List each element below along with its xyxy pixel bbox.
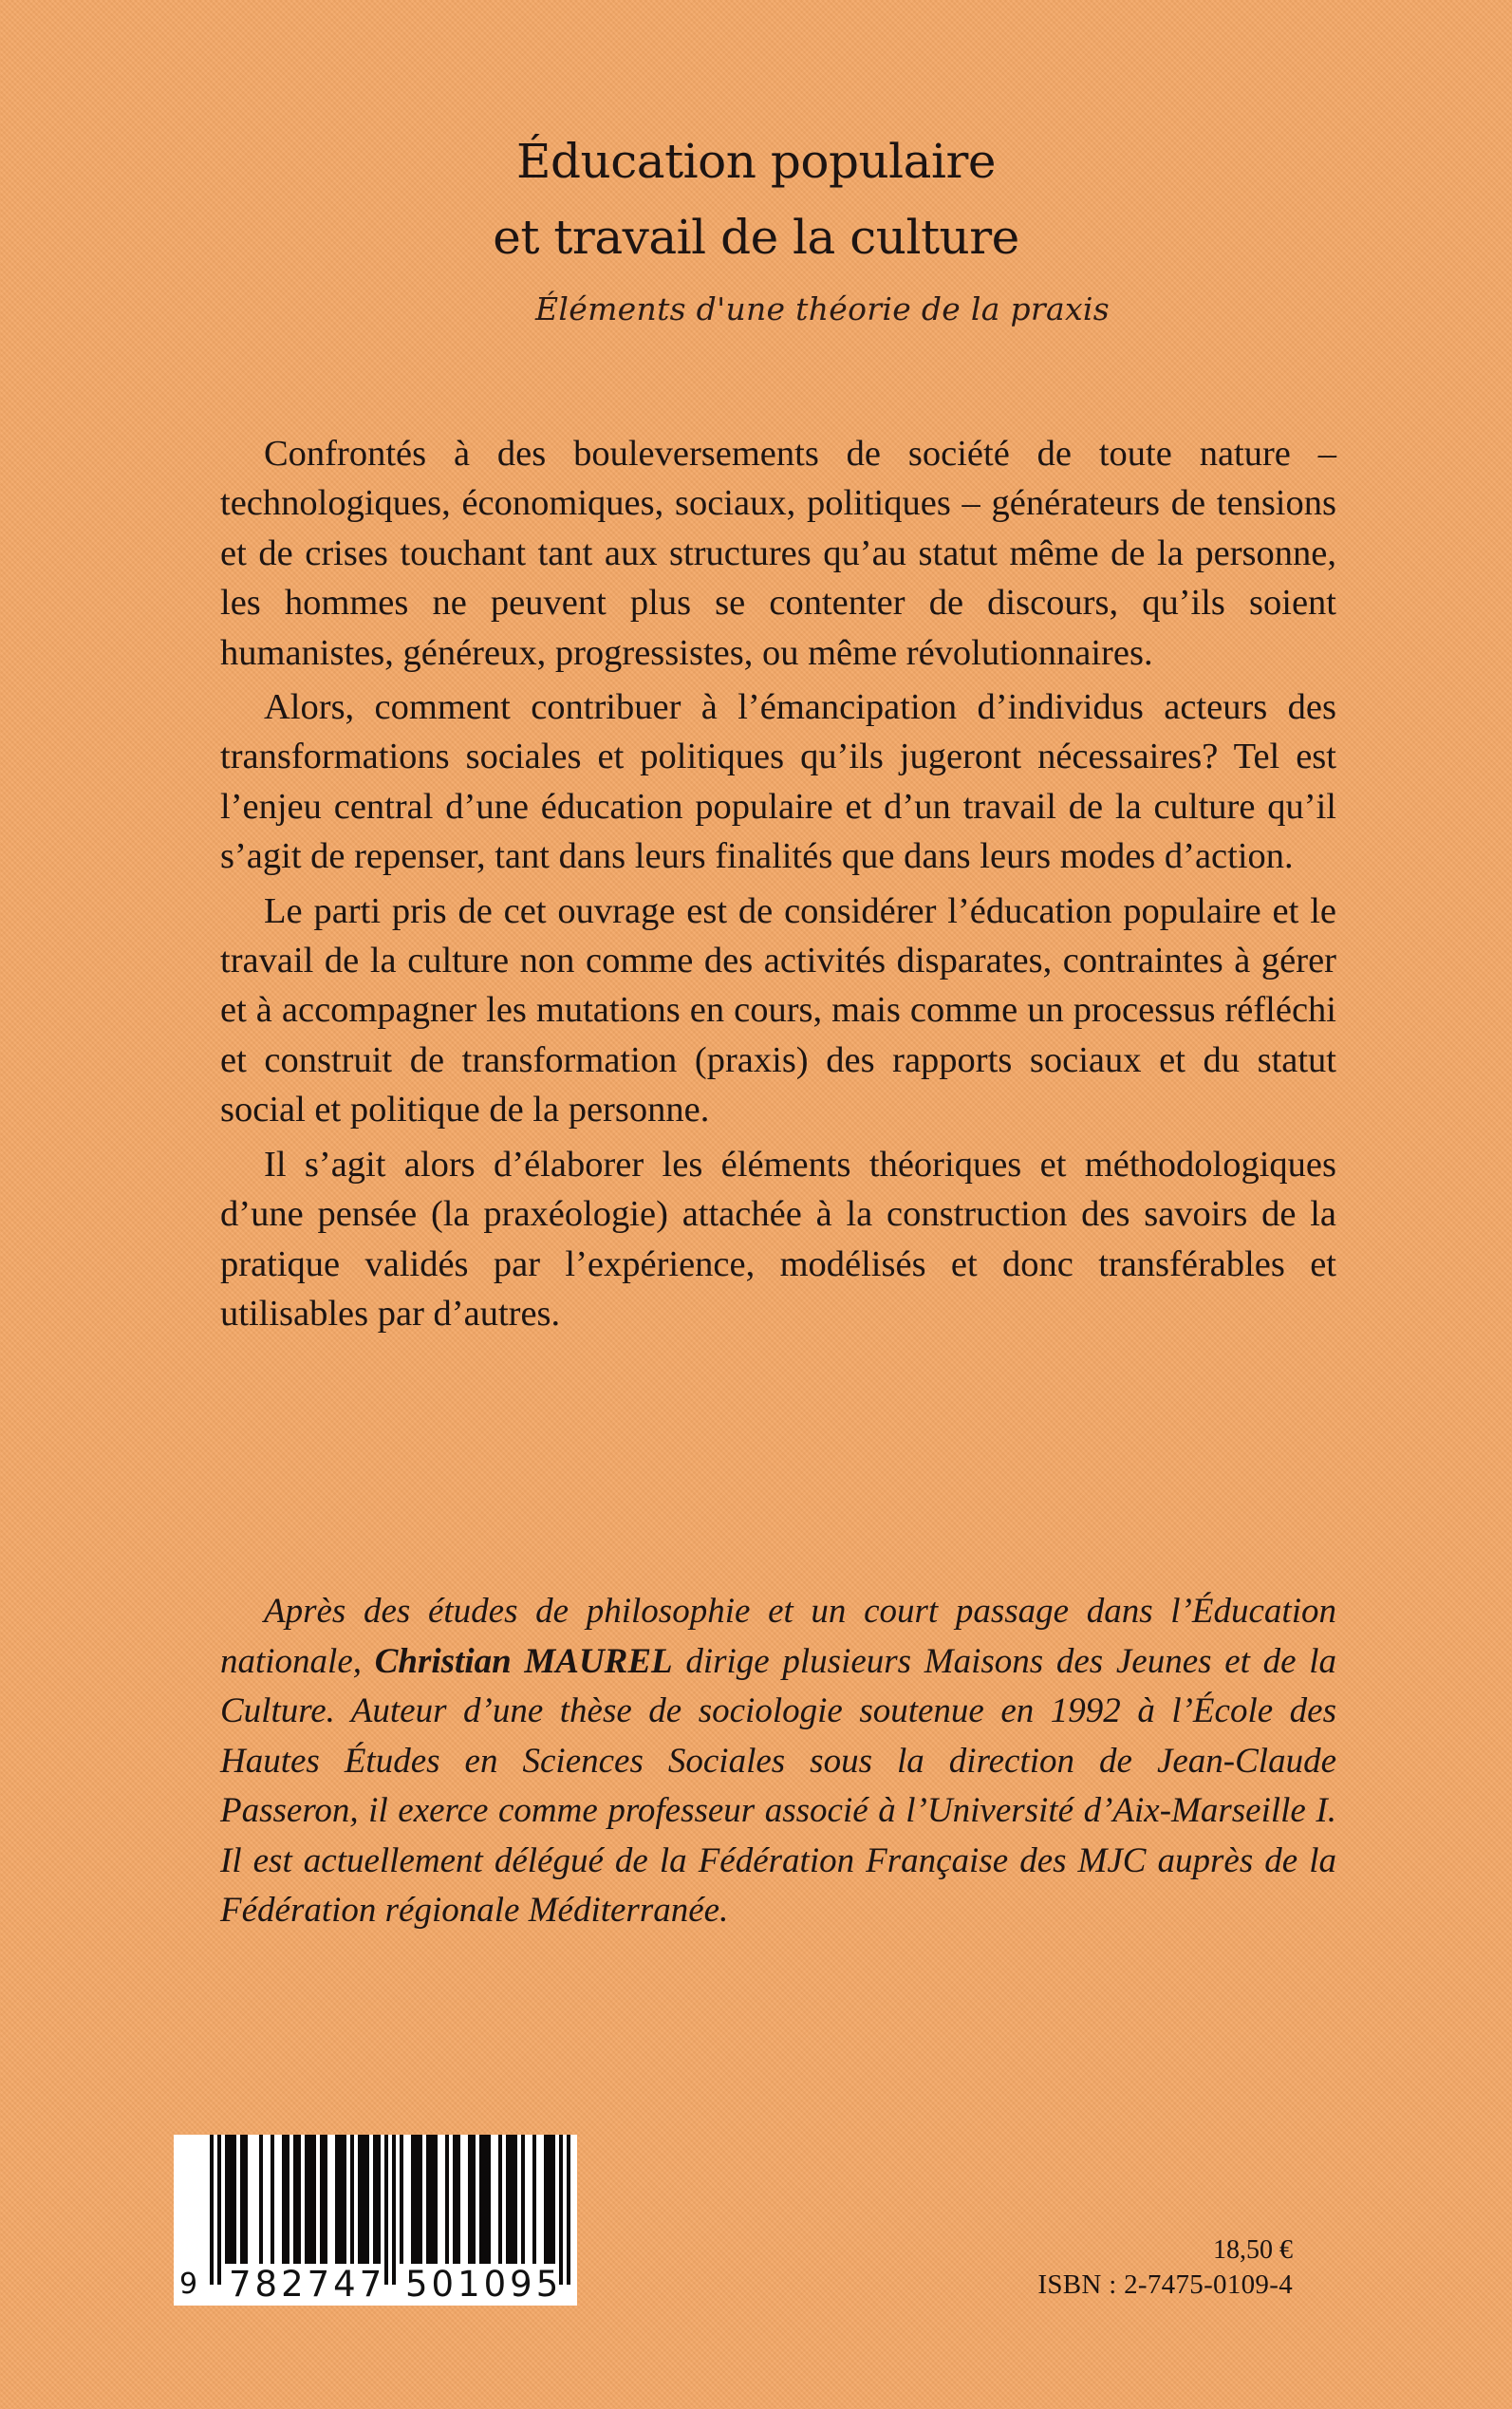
description-paragraph: Confrontés à des bouleversements de société de toute nature – technologiques, économiques, sociaux, politiques – générateurs de tensions et de crises touchant tant aux structures qu’au statut même de la personne, les hommes ne peuvent plus se contenter de discours, qu’ils soient humanistes, généreux, progressistes, ou même révolutionnaires.	[220, 434, 1336, 673]
barcode-bar	[532, 2135, 536, 2264]
barcode-bar	[434, 2135, 438, 2264]
barcode-bar	[400, 2135, 403, 2264]
barcode-bar	[513, 2135, 517, 2264]
barcode-digit-first: 9	[179, 2268, 198, 2301]
barcode-bar	[392, 2135, 396, 2285]
bio-text-after: dirige plusieurs Maisons des Jeunes et de la Culture. Auteur d’une thèse de sociologie soutenue en 1992 à l’École des Hautes Études en Sciences Sociales sous la direction de Jean-Claude Passeron, il exerce comme professeur associé à l’Université d’Aix-Marseille I. Il est actuellement délégué de la Fédération Française des MJC auprès de la Fédération régionale Méditerranée.	[220, 1641, 1336, 1930]
barcode-bar	[419, 2135, 422, 2264]
barcode-bar	[377, 2135, 381, 2264]
author-bio-paragraph	[220, 1587, 1336, 1936]
barcode-bar	[384, 2135, 388, 2285]
barcode-bar	[210, 2135, 214, 2285]
barcode-bar	[498, 2135, 502, 2264]
barcode-bar	[472, 2135, 476, 2264]
barcode-digits-left: 782747	[229, 2264, 386, 2305]
description-text	[220, 429, 1336, 1343]
barcode-bar	[457, 2135, 460, 2264]
barcode	[174, 2135, 577, 2306]
barcode-bar	[551, 2135, 555, 2264]
bio-text-before: Après des études de philosophie et un court passage dans l’Éducation nationale,	[220, 1592, 1336, 1681]
description-paragraph: Alors, comment contribuer à l’émancipation d’individus acteurs des transformations sociales et politiques qu’ils jugeront nécessaires? Tel est l’enjeu central d’une éducation populaire et d’un travail de la culture qu’il s’agit de repenser, tant dans leurs finalités que dans leurs modes d’action.	[220, 687, 1336, 877]
book-title-line-2: et travail de la culture	[493, 210, 1019, 265]
book-title-line-1: Éducation populaire	[516, 134, 996, 189]
barcode-bar	[259, 2135, 263, 2264]
barcode-bar	[559, 2135, 563, 2285]
title-block	[0, 123, 1512, 327]
barcode-bar	[487, 2135, 491, 2264]
price: 18,50 €	[1213, 2235, 1293, 2265]
barcode-digits	[177, 2264, 576, 2306]
description-paragraph: Le parti pris de cet ouvrage est de considérer l’éducation populaire et le travail de la culture non comme des activités disparates, contraintes à gérer et à accompagner les mutations en cours, mais comme un processus réfléchi et construit de transformation (praxis) des rapports sociaux et du statut social et politique de la personne.	[220, 890, 1336, 1130]
barcode-bar	[233, 2135, 236, 2264]
barcode-bar	[343, 2135, 346, 2264]
barcode-bars	[210, 2135, 570, 2285]
barcode-bar	[244, 2135, 248, 2264]
book-subtitle: Éléments d'une théorie de la praxis	[535, 290, 1110, 327]
barcode-bar	[324, 2135, 327, 2264]
author-name: Christian MAUREL	[374, 1641, 673, 1681]
barcode-bar	[217, 2135, 221, 2285]
barcode-bar	[567, 2135, 570, 2285]
author-bio	[220, 1587, 1336, 1936]
barcode-bar	[445, 2135, 449, 2264]
barcode-bar	[365, 2135, 369, 2264]
barcode-bar	[271, 2135, 274, 2264]
description-paragraph: Il s’agit alors d’élaborer les éléments théoriques et méthodologiques d’une pensée (la praxéologie) attachée à la construction des savoirs de la pratique validés par l’expérience, modélisés et donc transférables et utilisables par d’autres.	[220, 1144, 1336, 1334]
barcode-bar	[350, 2135, 354, 2264]
barcode-bar	[297, 2135, 301, 2264]
barcode-bar	[286, 2135, 289, 2264]
isbn: ISBN : 2-7475-0109-4	[1037, 2269, 1293, 2300]
barcode-bar	[521, 2135, 525, 2264]
barcode-digits-right: 501095	[405, 2264, 563, 2305]
barcode-bar	[312, 2135, 316, 2264]
